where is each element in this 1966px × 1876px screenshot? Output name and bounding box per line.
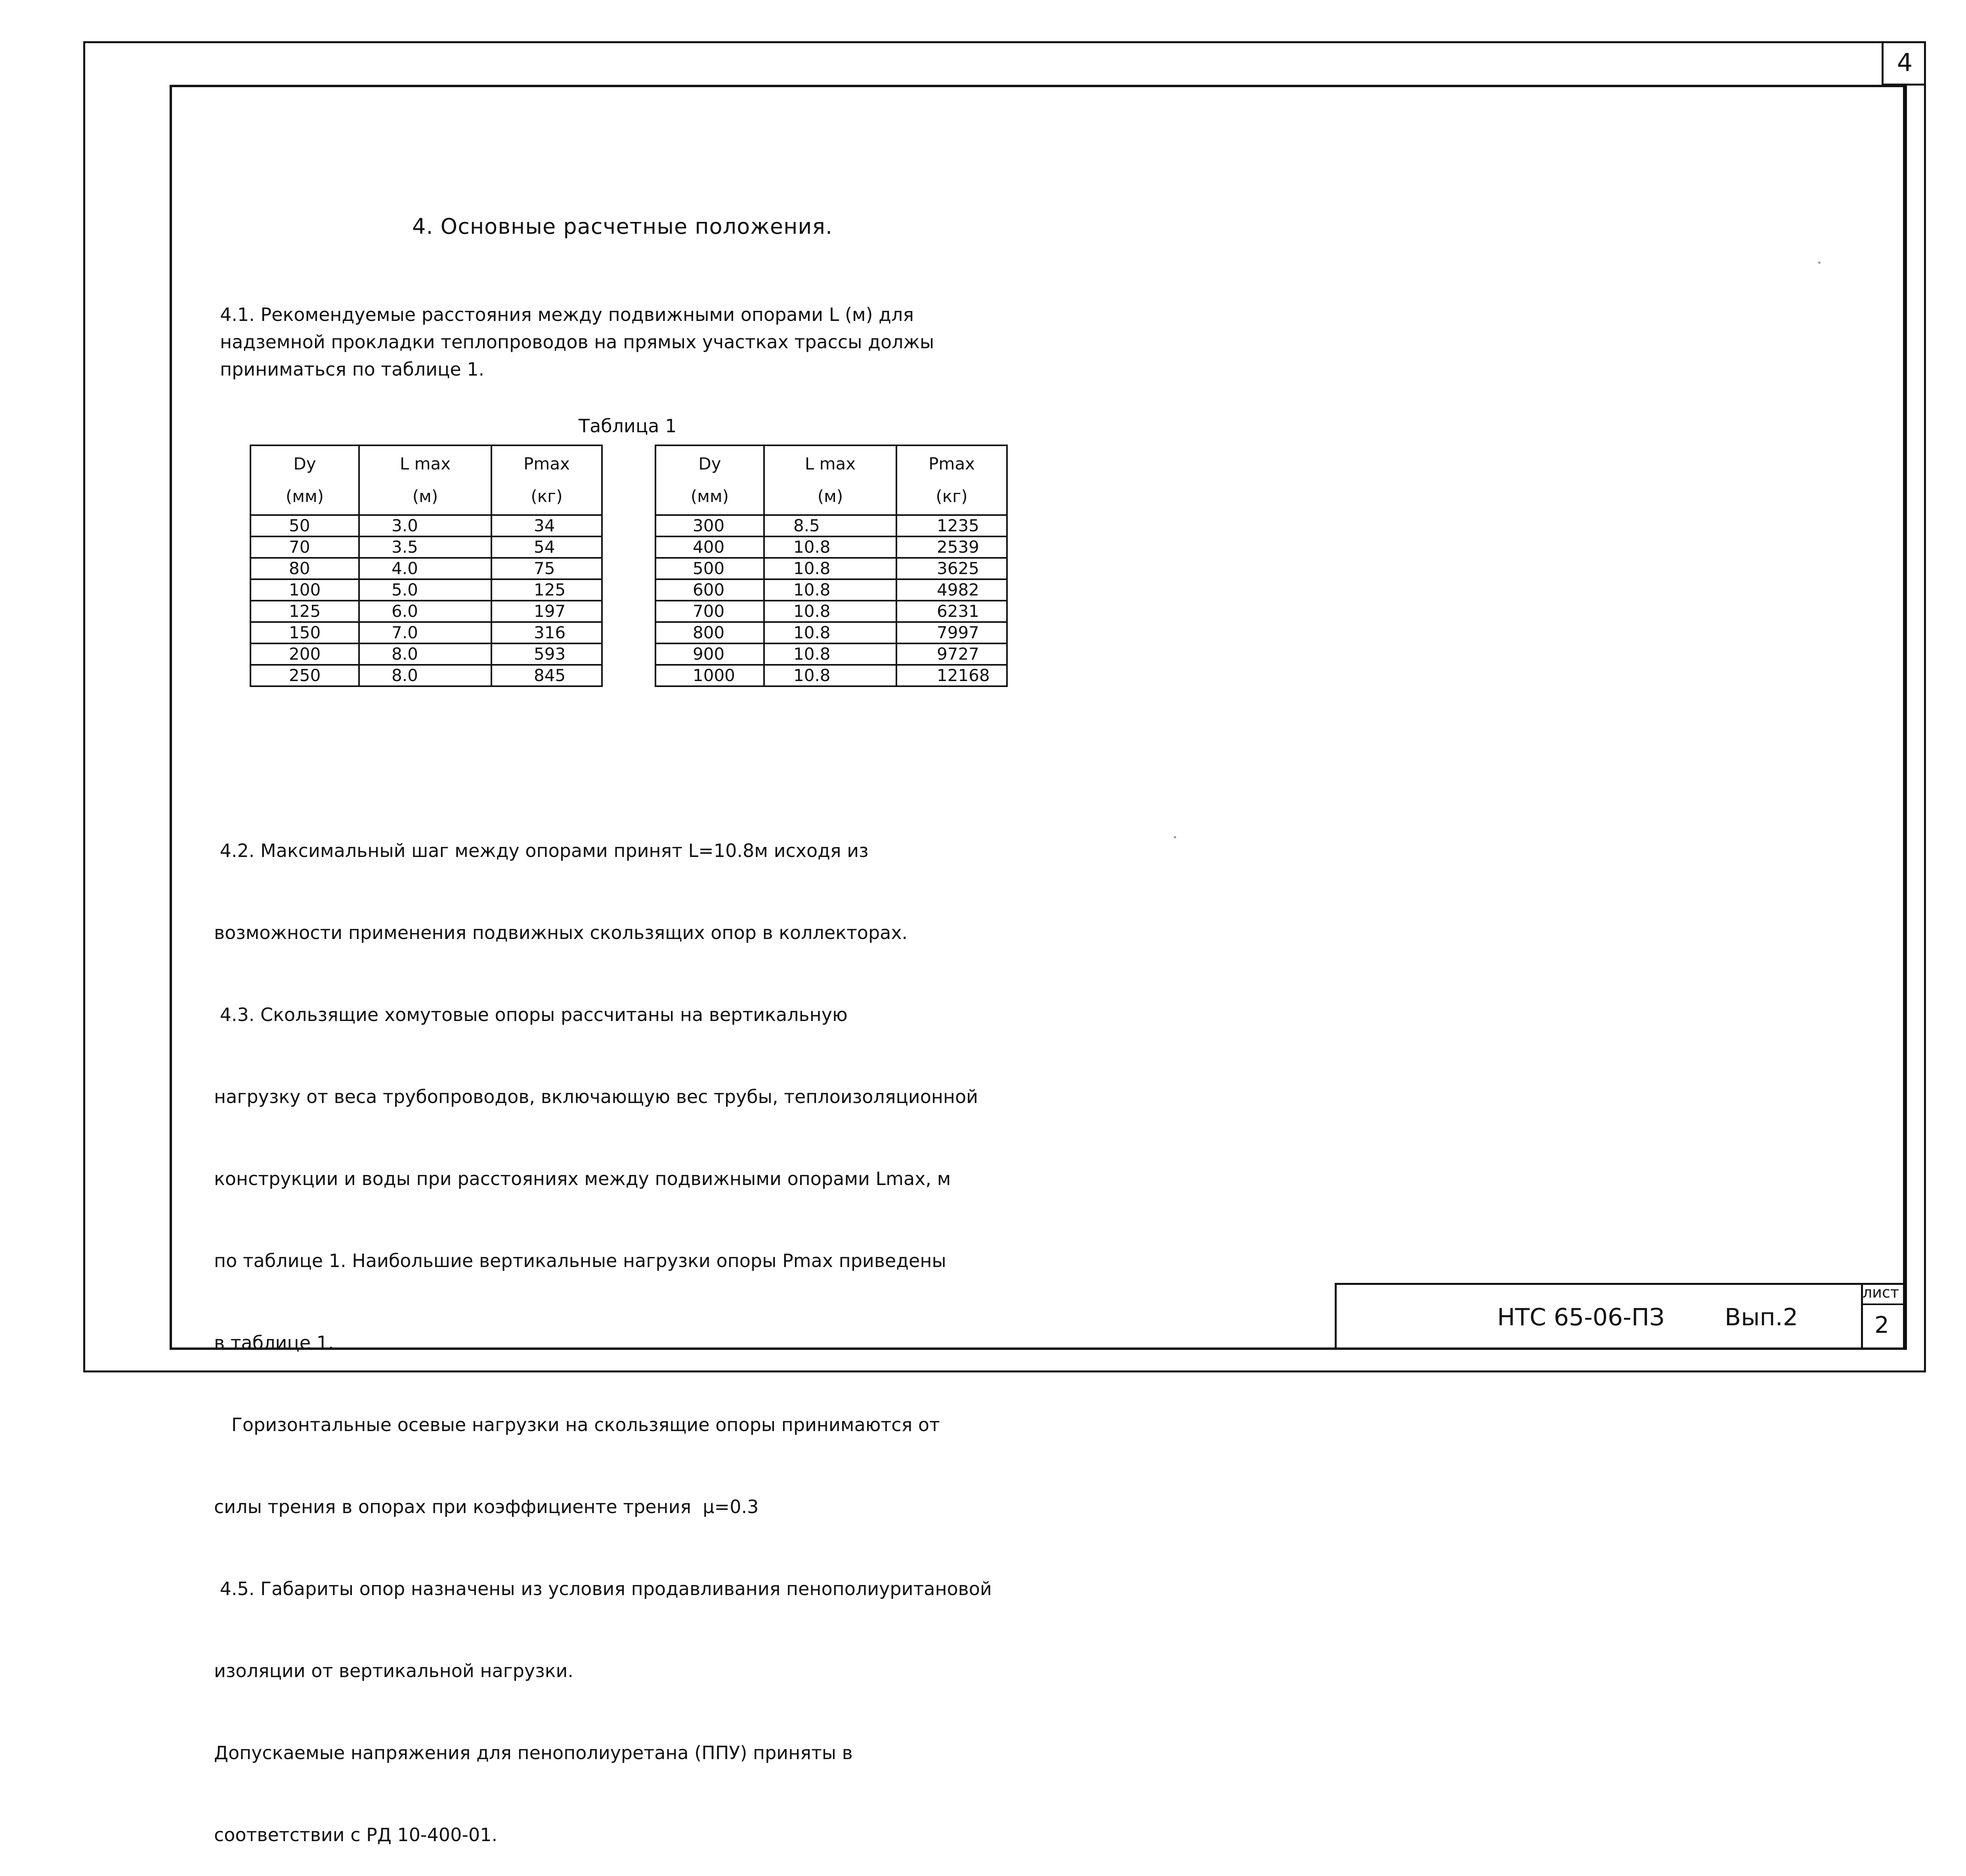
header-pmax: Pmax (кг): [896, 445, 1007, 515]
section-4-1-line: надземной прокладки теплопроводов на прямых участках трассы должы: [220, 331, 934, 353]
table-cell: 4982: [896, 579, 1007, 601]
table-cell: 700: [655, 601, 764, 622]
table-cell: 34: [491, 515, 602, 536]
table-cell: 10.8: [764, 601, 896, 622]
table-cell: 197: [491, 601, 602, 622]
table-cell: 2539: [896, 536, 1007, 558]
table-cell: 3.5: [359, 536, 491, 558]
table-cell: 900: [655, 643, 764, 665]
table-cell: 8.0: [359, 665, 491, 686]
table-cell: 75: [491, 558, 602, 579]
sheet-number: 2: [1874, 1311, 1889, 1338]
body-line: 4.2. Максимальный шаг между опорами принят L=10.8м исходя из: [214, 840, 869, 861]
table-cell: 3625: [896, 558, 1007, 579]
table-header-row: [655, 445, 1007, 515]
table-cell: 125: [491, 579, 602, 601]
table-cell: 300: [655, 515, 764, 536]
table-cell: 10.8: [764, 643, 896, 665]
table-row: [250, 536, 602, 558]
header-lmax: L max (м): [764, 445, 896, 515]
table-row: [655, 643, 1007, 665]
sheet-cell-divider: [1861, 1303, 1905, 1305]
table-row: [250, 643, 602, 665]
table-cell: 10.8: [764, 536, 896, 558]
right-margin-band: [1905, 85, 1924, 1350]
table-cell: 316: [491, 622, 602, 643]
table-row: [250, 515, 602, 536]
table-cell: 9727: [896, 643, 1007, 665]
header-dy: Dy (мм): [655, 445, 764, 515]
body-line: Горизонтальные осевые нагрузки на скользящие опоры принимаются от: [214, 1414, 940, 1435]
body-line: нагрузку от веса трубопроводов, включающую вес трубы, теплоизоляционной: [214, 1086, 978, 1107]
body-line: конструкции и воды при расстояниях между подвижными опорами Lmax, м: [214, 1168, 951, 1189]
document-code: НТС 65-06-ПЗ: [1497, 1303, 1665, 1331]
table-cell: 200: [250, 643, 359, 665]
table-cell: 7.0: [359, 622, 491, 643]
table-cell: 10.8: [764, 665, 896, 686]
support-table-left: [250, 445, 603, 687]
table-cell: 593: [491, 643, 602, 665]
table-row: [655, 536, 1007, 558]
table-cell: 1235: [896, 515, 1007, 536]
corner-page-number: 4: [1882, 41, 1926, 86]
table-cell: 400: [655, 536, 764, 558]
header-pmax: Pmax (кг): [491, 445, 602, 515]
table-row: [655, 622, 1007, 643]
table-cell: 70: [250, 536, 359, 558]
table-cell: 10.8: [764, 558, 896, 579]
stray-dot: [1174, 836, 1176, 838]
table-row: [655, 558, 1007, 579]
table-cell: 7997: [896, 622, 1007, 643]
table-row: [655, 601, 1007, 622]
table-row: [250, 579, 602, 601]
table-cell: 800: [655, 622, 764, 643]
body-line: 4.3. Скользящие хомутовые опоры рассчитаны на вертикальную: [214, 1004, 848, 1025]
table-row: [250, 601, 602, 622]
section-4-1: [220, 301, 934, 383]
stray-dot: [1818, 261, 1821, 264]
table-cell: 500: [655, 558, 764, 579]
table-cell: 10.8: [764, 622, 896, 643]
table-cell: 100: [250, 579, 359, 601]
body-line: 4.5. Габариты опор назначены из условия продавливания пенополиуритановой: [214, 1578, 992, 1599]
table-cell: 150: [250, 622, 359, 643]
table-row: [250, 665, 602, 686]
body-line: по таблице 1. Наибольшие вертикальные нагрузки опоры Pmax приведены: [214, 1250, 946, 1271]
table-cell: 600: [655, 579, 764, 601]
issue-number: Вып.2: [1725, 1303, 1798, 1331]
table-cell: 6231: [896, 601, 1007, 622]
body-line: изоляции от вертикальной нагрузки.: [214, 1660, 573, 1681]
table-cell: 50: [250, 515, 359, 536]
body-line: соответствии с РД 10-400-01.: [214, 1824, 498, 1845]
section-4-1-line: 4.1. Рекомендуемые расстояния между подвижными опорами L (м) для: [220, 304, 914, 325]
body-line: силы трения в опорах при коэффициенте трения μ=0.3: [214, 1496, 759, 1517]
table-cell: 5.0: [359, 579, 491, 601]
body-text: [214, 782, 992, 1876]
body-line: в таблице 1.: [214, 1332, 334, 1353]
table-cell: 125: [250, 601, 359, 622]
table-cell: 250: [250, 665, 359, 686]
table-caption: Таблица 1: [579, 415, 677, 437]
table-cell: 3.0: [359, 515, 491, 536]
table-cell: 8.5: [764, 515, 896, 536]
table-row: [250, 622, 602, 643]
table-cell: 54: [491, 536, 602, 558]
table-row: [250, 558, 602, 579]
sheet-label: лист: [1863, 1284, 1899, 1301]
table-cell: 80: [250, 558, 359, 579]
table-cell: 4.0: [359, 558, 491, 579]
table-cell: 6.0: [359, 601, 491, 622]
table-row: [655, 579, 1007, 601]
table-cell: 8.0: [359, 643, 491, 665]
header-lmax: L max (м): [359, 445, 491, 515]
body-line: Допускаемые напряжения для пенополиуретана (ППУ) приняты в: [214, 1742, 853, 1763]
table-row: [655, 665, 1007, 686]
body-line: возможности применения подвижных скользящих опор в коллекторах.: [214, 922, 908, 943]
table-cell: 845: [491, 665, 602, 686]
table-cell: 1000: [655, 665, 764, 686]
table-cell: 12168: [896, 665, 1007, 686]
table-row: [655, 515, 1007, 536]
section-4-1-line: приниматься по таблице 1.: [220, 359, 485, 380]
section-heading: 4. Основные расчетные положения.: [412, 214, 833, 239]
support-table-right: [655, 445, 1008, 687]
table-cell: 10.8: [764, 579, 896, 601]
header-dy: Dy (мм): [250, 445, 359, 515]
table-header-row: [250, 445, 602, 515]
